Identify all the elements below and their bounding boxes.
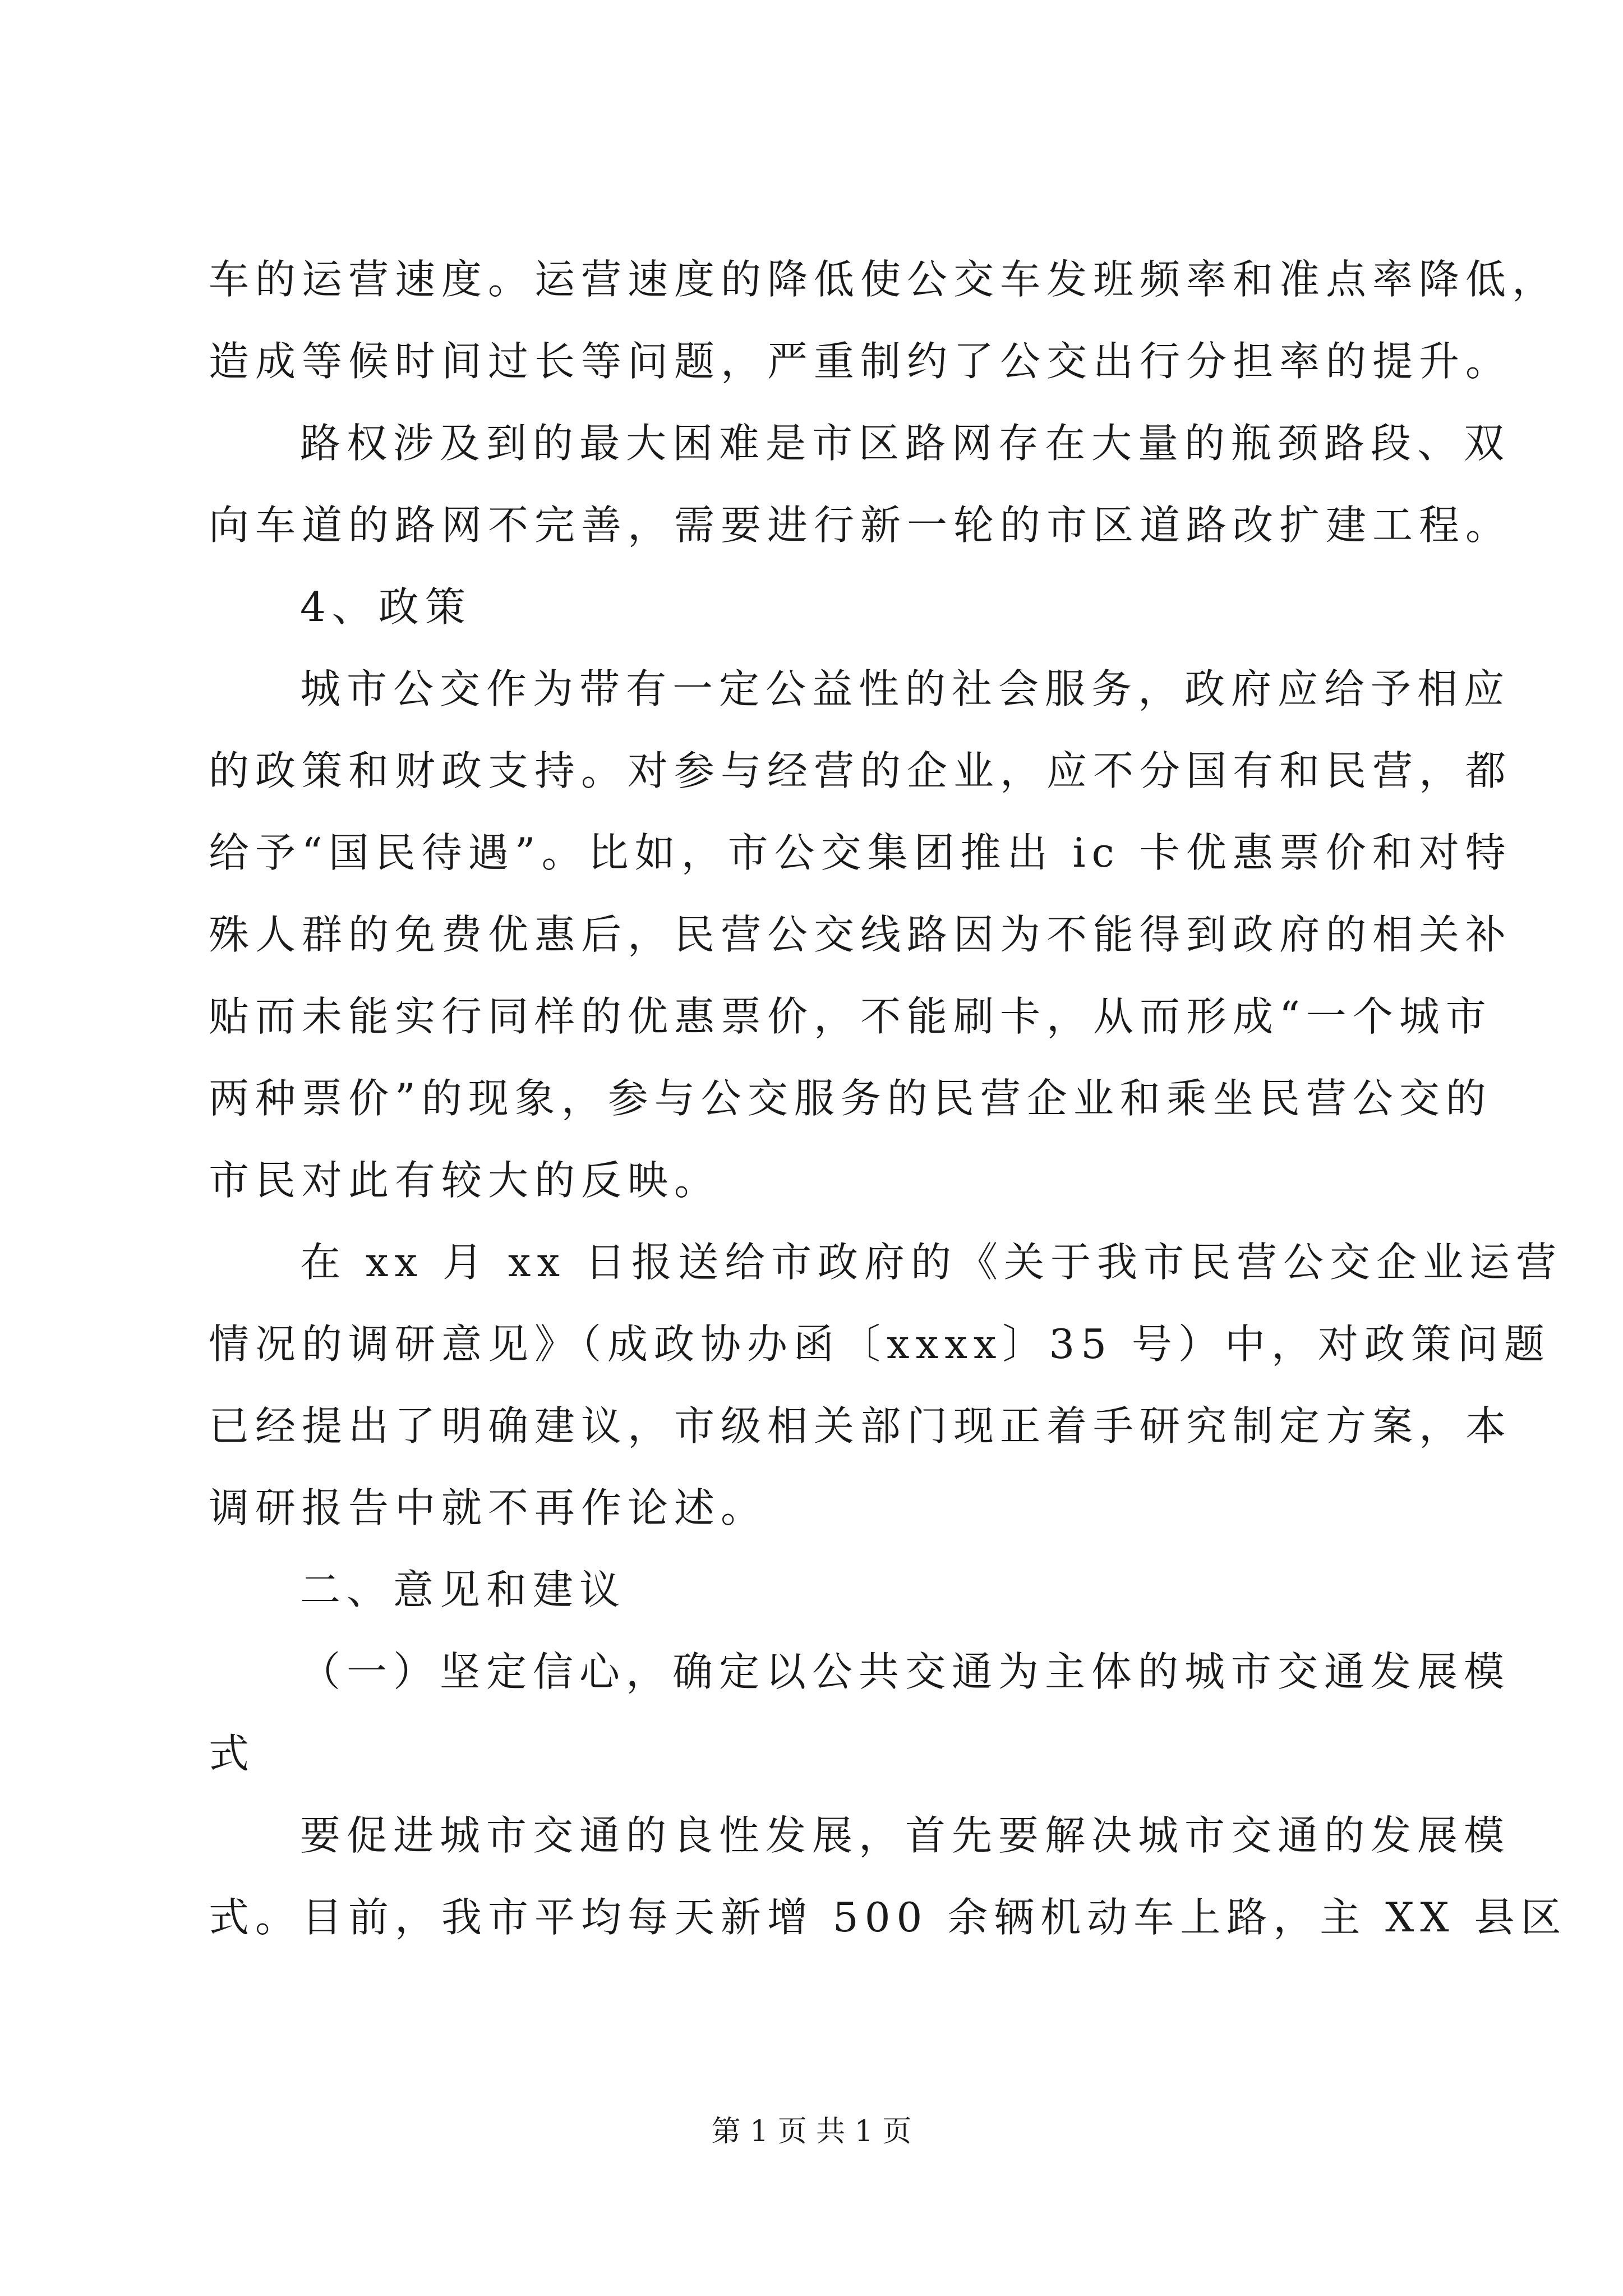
subsection-heading: 式 bbox=[209, 1730, 256, 1777]
body-text-line: 已经提出了明确建议，市级相关部门现正着手研究制定方案，本 bbox=[209, 1402, 1513, 1450]
body-text-line: 车的运营速度。运营速度的降低使公交车发班频率和准点率降低， bbox=[209, 256, 1559, 303]
section-heading: 4、政策 bbox=[300, 583, 472, 631]
body-text-line: 给予“国民待遇”。比如，市公交集团推出 ic 卡优惠票价和对特 bbox=[209, 829, 1512, 876]
body-text-line: 殊人群的免费优惠后，民营公交线路因为不能得到政府的相关补 bbox=[209, 911, 1513, 958]
subsection-heading: （一）坚定信心，确定以公共交通为主体的城市交通发展模 bbox=[300, 1648, 1511, 1695]
body-text-line: 式。目前，我市平均每天新增 500 余辆机动车上路，主 XX 县区 bbox=[209, 1894, 1567, 1941]
body-text-line: 城市公交作为带有一定公益性的社会服务，政府应给予相应 bbox=[300, 665, 1511, 712]
body-text-line: 市民对此有较大的反映。 bbox=[209, 1157, 721, 1204]
page-footer: 第 1 页 共 1 页 bbox=[711, 2115, 912, 2148]
body-text-line: 要促进城市交通的良性发展，首先要解决城市交通的发展模 bbox=[300, 1812, 1511, 1859]
body-text-line: 的政策和财政支持。对参与经营的企业，应不分国有和民营，都 bbox=[209, 747, 1513, 794]
body-text-line: 造成等候时间过长等问题，严重制约了公交出行分担率的提升。 bbox=[209, 338, 1513, 385]
body-text-line: 向车道的路网不完善，需要进行新一轮的市区道路改扩建工程。 bbox=[209, 501, 1513, 549]
body-text-line: 两种票价”的现象，参与公交服务的民营企业和乘坐民营公交的 bbox=[209, 1075, 1492, 1122]
body-text-line: 路权涉及到的最大困难是市区路网存在大量的瓶颈路段、双 bbox=[300, 420, 1511, 467]
section-heading: 二、意见和建议 bbox=[300, 1566, 626, 1613]
body-text-line: 调研报告中就不再作论述。 bbox=[209, 1484, 768, 1531]
body-text-line: 在 xx 月 xx 日报送给市政府的《关于我市民营公交企业运营 bbox=[300, 1239, 1562, 1286]
body-text-line: 情况的调研意见》（成政协办函〔xxxx〕35 号）中，对政策问题 bbox=[209, 1320, 1551, 1368]
body-text-line: 贴而未能实行同样的优惠票价，不能刷卡，从而形成“一个城市 bbox=[209, 993, 1492, 1040]
